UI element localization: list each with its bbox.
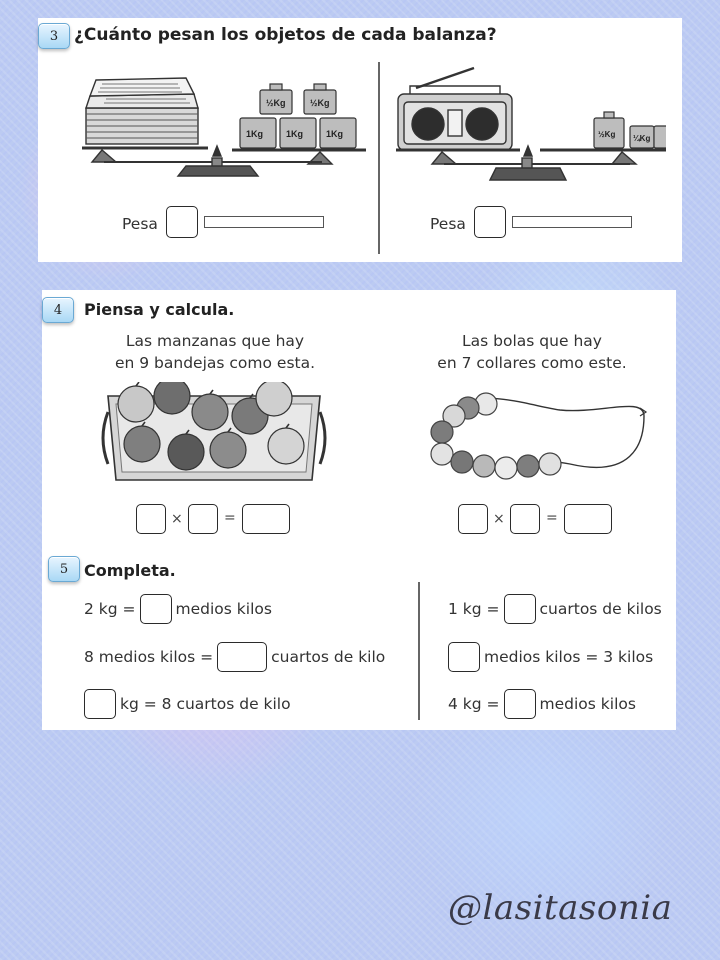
- exercise-4-title: Piensa y calcula.: [84, 300, 235, 319]
- exercise-3-panel: [38, 18, 682, 262]
- balance-scale-icon: [82, 146, 366, 176]
- weight-answer-bar-right[interactable]: [512, 216, 632, 228]
- conversion-answer-box[interactable]: [84, 689, 116, 719]
- conversion-row: 2 kg = medios kilos: [84, 594, 272, 624]
- apples-factor-2-box[interactable]: [188, 504, 218, 534]
- exercise-3-divider: [378, 62, 380, 254]
- conversion-row: kg = 8 cuartos de kilo: [84, 689, 291, 719]
- weight-label: 1Kg: [286, 129, 304, 139]
- weight-label: ½Kg: [598, 130, 616, 139]
- conversion-row: 1 kg = cuartos de kilos: [448, 594, 662, 624]
- conversion-row: 8 medios kilos = cuartos de kilo: [84, 642, 385, 672]
- weight-label: 1Kg: [326, 129, 344, 139]
- exercise-5-title: Completa.: [84, 561, 176, 580]
- newspapers-scale-illustration: [82, 66, 372, 184]
- times-sign: ×: [493, 511, 505, 527]
- weight-label: ½Kg: [310, 98, 330, 108]
- beads-factor-1-box[interactable]: [458, 504, 488, 534]
- pesa-label-left: Pesa: [122, 215, 158, 233]
- weight-label: 1Kg: [246, 129, 264, 139]
- weight-answer-bar-left[interactable]: [204, 216, 324, 228]
- weight-answer-box-left[interactable]: [166, 206, 198, 238]
- equals-sign: =: [224, 510, 236, 526]
- conversion-answer-box[interactable]: [448, 642, 480, 672]
- apples-factor-1-box[interactable]: [136, 504, 166, 534]
- radio-icon: [398, 68, 512, 150]
- newspaper-stack-icon: [86, 78, 198, 144]
- beads-caption: Las bolas que hay en 7 collares como este.: [437, 332, 627, 372]
- radio-scale-illustration: [390, 64, 666, 184]
- exercise-4-5-panel: [42, 290, 676, 730]
- author-watermark: @lasitasonia: [448, 888, 673, 928]
- apples-product-box[interactable]: [242, 504, 290, 534]
- beads-factor-2-box[interactable]: [510, 504, 540, 534]
- exercise-5-number-badge: 5: [48, 556, 80, 582]
- conversion-row: medios kilos = 3 kilos: [448, 642, 653, 672]
- conversion-answer-box[interactable]: [217, 642, 267, 672]
- weight-answer-box-right[interactable]: [474, 206, 506, 238]
- exercise-4-number-badge: 4: [42, 297, 74, 323]
- balance-scale-icon: [396, 146, 666, 180]
- apple-tray-illustration: [98, 382, 330, 490]
- bead-necklace-illustration: [420, 386, 652, 482]
- equals-sign: =: [546, 510, 558, 526]
- exercise-3-number-badge: 3: [38, 23, 70, 49]
- exercise-3-title: ¿Cuánto pesan los objetos de cada balanza?: [74, 25, 497, 45]
- conversion-answer-box[interactable]: [504, 594, 536, 624]
- times-sign: ×: [171, 511, 183, 527]
- pesa-label-right: Pesa: [430, 215, 466, 233]
- exercise-5-divider: [418, 582, 420, 720]
- apples-caption: Las manzanas que hay en 9 bandejas como esta.: [114, 332, 316, 372]
- beads-product-box[interactable]: [564, 504, 612, 534]
- weight-label: ½Kg: [266, 98, 286, 108]
- weight-label: ¼Kg: [633, 134, 651, 143]
- conversion-row: 4 kg = medios kilos: [448, 689, 636, 719]
- conversion-answer-box[interactable]: [504, 689, 536, 719]
- conversion-answer-box[interactable]: [140, 594, 172, 624]
